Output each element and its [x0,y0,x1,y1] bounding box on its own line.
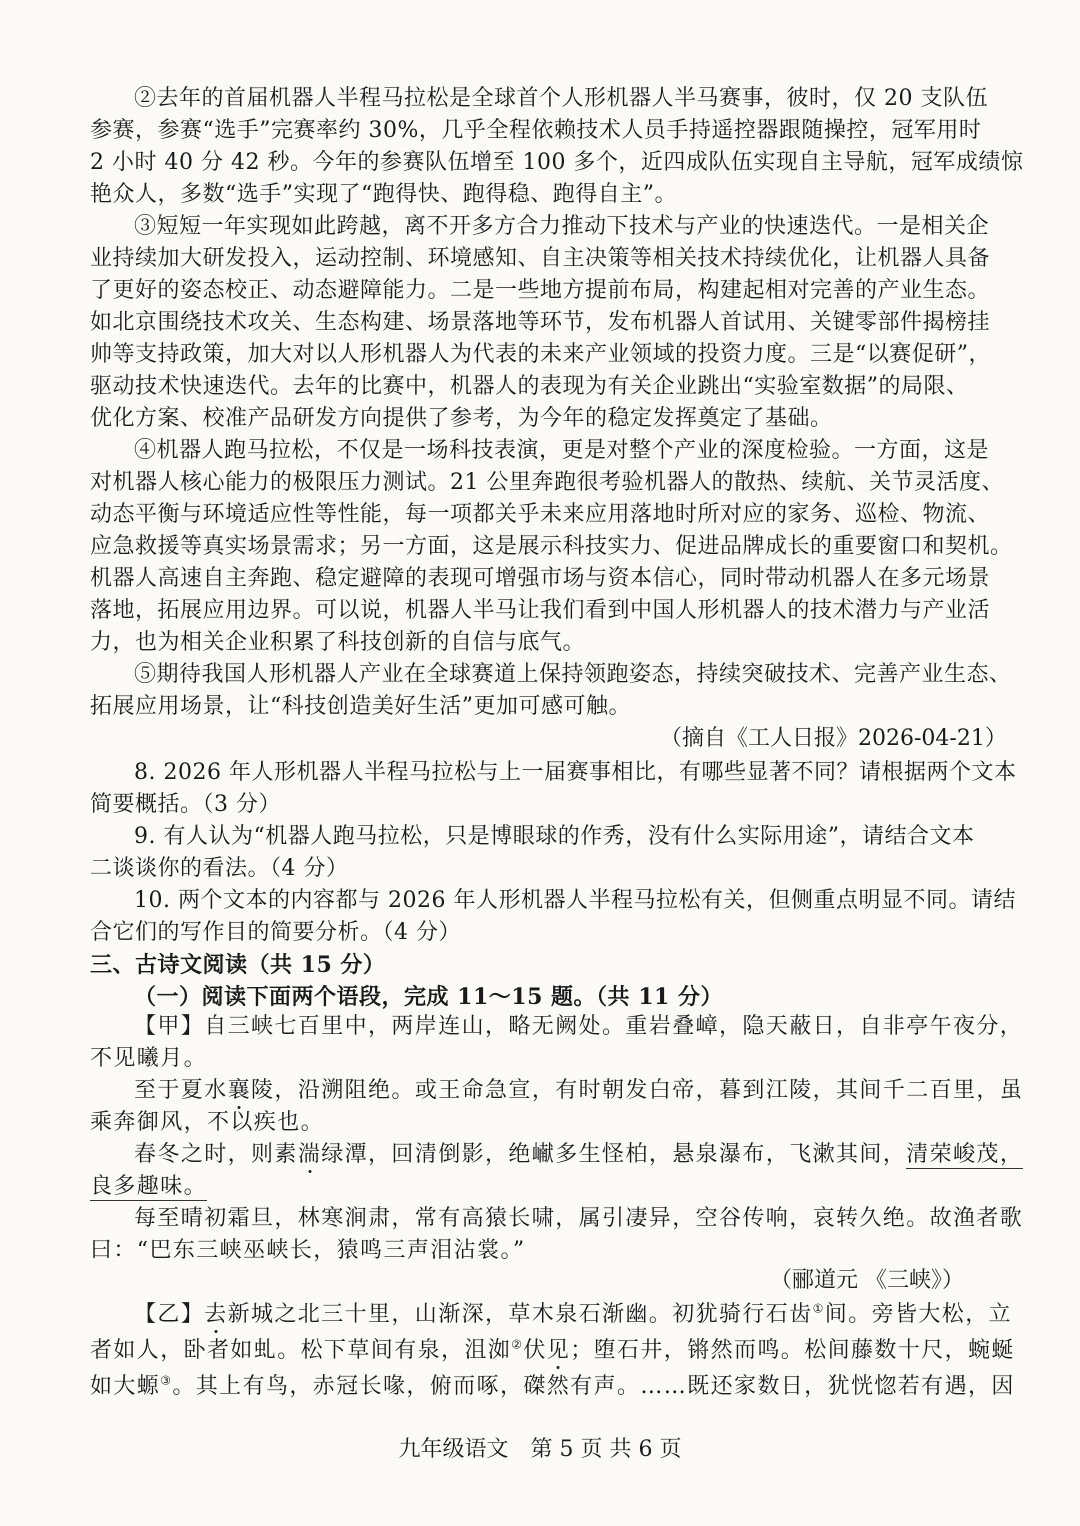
footnote-marker: ① [812,1301,825,1316]
p2-line-4: 艳众人，多数“选手”实现了“跑得快、跑得稳、跑得自主”。 [90,182,677,207]
passage-source: （摘自《工人日报》2026-04-21） [660,726,1007,751]
jia-line-2: 不见曦月。 [90,1046,208,1071]
p3-line-6: 驱动技术快速迭代。去年的比赛中，机器人的表现为有关企业跳出“实验室数据”的局限、 [90,374,969,399]
jia-line-5: 春冬之时，则素湍绿潭，回清倒影，绝𪩘多生怪柏，悬泉瀑布，飞漱其间，清荣峻茂， [134,1142,1024,1167]
jia-line-6 [90,1172,207,1202]
p2-line-3: 2 小时 40 分 42 秒。今年的参赛队伍增至 100 多个，近四成队伍实现自主导航，冠军成绩惊 [90,150,1024,175]
p2-line-1: ②去年的首届机器人半程马拉松是全球首个人形机器人半马赛事，彼时，仅 20 支队伍 [134,86,988,111]
yi-line-2: 者如人，卧者如虬。松下草间有泉，沮洳②伏见；堕石井，锵然而鸣。松间藤数十尺，蜿蜒 [90,1337,1015,1363]
p4-line-4: 应急救援等真实场景需求；另一方面，这是展示科技实力、促进品牌成长的重要窗口和契机。 [90,534,1013,559]
section-3-heading: 三、古诗文阅读（共 15 分） [90,952,386,978]
footnote-marker: ② [511,1337,524,1352]
question-10-line-2: 合它们的写作目的简要分析。（4 分） [90,920,461,945]
emphasis-char: 去 [204,1302,228,1327]
yi-line-3: 如大螈③。其上有鸟，赤冠长喙，俯而啄，磔然有声。……既还家数日，犹恍惚若有遇，因 [90,1373,1015,1399]
p4-line-3: 动态平衡与环境适应性等性能，每一项都关乎未来应用落地时所对应的家务、巡检、物流、 [90,502,991,527]
jia-line-3: 至于夏水襄陵，沿溯阻绝。或王命急宣，有时朝发白帝，暮到江陵，其间千二百里，虽 [134,1078,1024,1103]
p4-line-5: 机器人高速自主奔跑、稳定避障的表现可增强市场与资本信心，同时带动机器人在多元场景 [90,566,991,591]
underlined-sentence-end: 良多趣味。 [90,1174,208,1199]
p3-line-7: 优化方案、校准产品研发方向提供了参考，为今年的稳定发挥奠定了基础。 [90,406,833,431]
jia-line-7: 每至晴初霜旦，林寒涧肃，常有高猿长啸，属引凄异，空谷传响，哀转久绝。故渔者歌 [134,1206,1024,1231]
jia-line-4: 乘奔御风，不以疾也。 [90,1110,325,1135]
underlined-sentence: 清荣峻茂， [906,1142,1024,1167]
p3-line-3: 了更好的姿态校正、动态避障能力。二是一些地方提前布局，构建起相对完善的产业生态。 [90,278,991,303]
p4-line-2: 对机器人核心能力的极限压力测试。21 公里奔跑很考验机器人的散热、续航、关节灵活度、 [90,470,1004,495]
footnote-marker: ③ [160,1373,173,1388]
emphasis-char: 湍 [297,1142,322,1167]
p2-line-2: 参赛，参赛“选手”完赛率约 30%，几乎全程依赖技术人员手持遥控器跟随操控，冠军用时 [90,118,982,143]
question-9-line-2: 二谈谈你的看法。（4 分） [90,856,349,881]
question-9-line-1: 9. 有人认为“机器人跑马拉松，只是博眼球的作秀，没有什么实际用途”，请结合文本 [134,824,975,849]
jia-line-8: 曰：“巴东三峡巫峡长，猿鸣三声泪沾裳。” [90,1238,526,1263]
p3-line-2: 业持续加大研发投入，运动控制、环境感知、自主决策等相关技术持续优化，让机器人具备 [90,246,991,271]
question-8-line-2: 简要概括。（3 分） [90,792,281,817]
section-3-subheading: （一）阅读下面两个语段，完成 11～15 题。（共 11 分） [134,984,723,1010]
p3-line-4: 如北京围绕技术攻关、生态构建、场景落地等环节，发布机器人首试用、关键零部件揭榜挂 [90,310,991,335]
page-footer: 九年级语文 第 5 页 共 6 页 [398,1437,682,1462]
p5-line-1: ⑤期待我国人形机器人产业在全球赛道上保持领跑姿态，持续突破技术、完善产业生态、 [134,662,1012,687]
jia-source: （郦道元 《三峡》） [770,1268,964,1293]
p4-line-6: 落地，拓展应用边界。可以说，机器人半马让我们看到中国人形机器人的技术潜力与产业活 [90,598,991,623]
question-8-line-1: 8. 2026 年人形机器人半程马拉松与上一届赛事相比，有哪些显著不同？请根据两个文本 [134,760,1017,785]
emphasis-char: 襄 [227,1078,252,1103]
p3-line-5: 帅等支持政策，加大对以人形机器人为代表的未来产业领域的投资力度。三是“以赛促研”， [90,342,991,367]
p4-line-1: ④机器人跑马拉松，不仅是一场科技表演，更是对整个产业的深度检验。一方面，这是 [134,438,990,463]
question-10-line-1: 10. 两个文本的内容都与 2026 年人形机器人半程马拉松有关，但侧重点明显不同。请结 [134,888,1016,913]
emphasis-char: 见 [546,1338,571,1363]
p5-line-2: 拓展应用场景，让“科技创造美好生活”更加可感可触。 [90,694,631,719]
p4-line-7: 力，也为相关企业积累了科技创新的自信与底气。 [90,630,586,655]
jia-line-1: 【甲】自三峡七百里中，两岸连山，略无阙处。重岩叠嶂，隐天蔽日，自非亭午夜分， [134,1014,1024,1039]
p3-line-1: ③短短一年实现如此跨越，离不开多方合力推动下技术与产业的快速迭代。一是相关企 [134,214,990,239]
yi-line-1: 【乙】去新城之北三十里，山渐深，草木泉石渐幽。初犹骑行石齿①间。旁皆大松，立 [134,1301,1012,1327]
